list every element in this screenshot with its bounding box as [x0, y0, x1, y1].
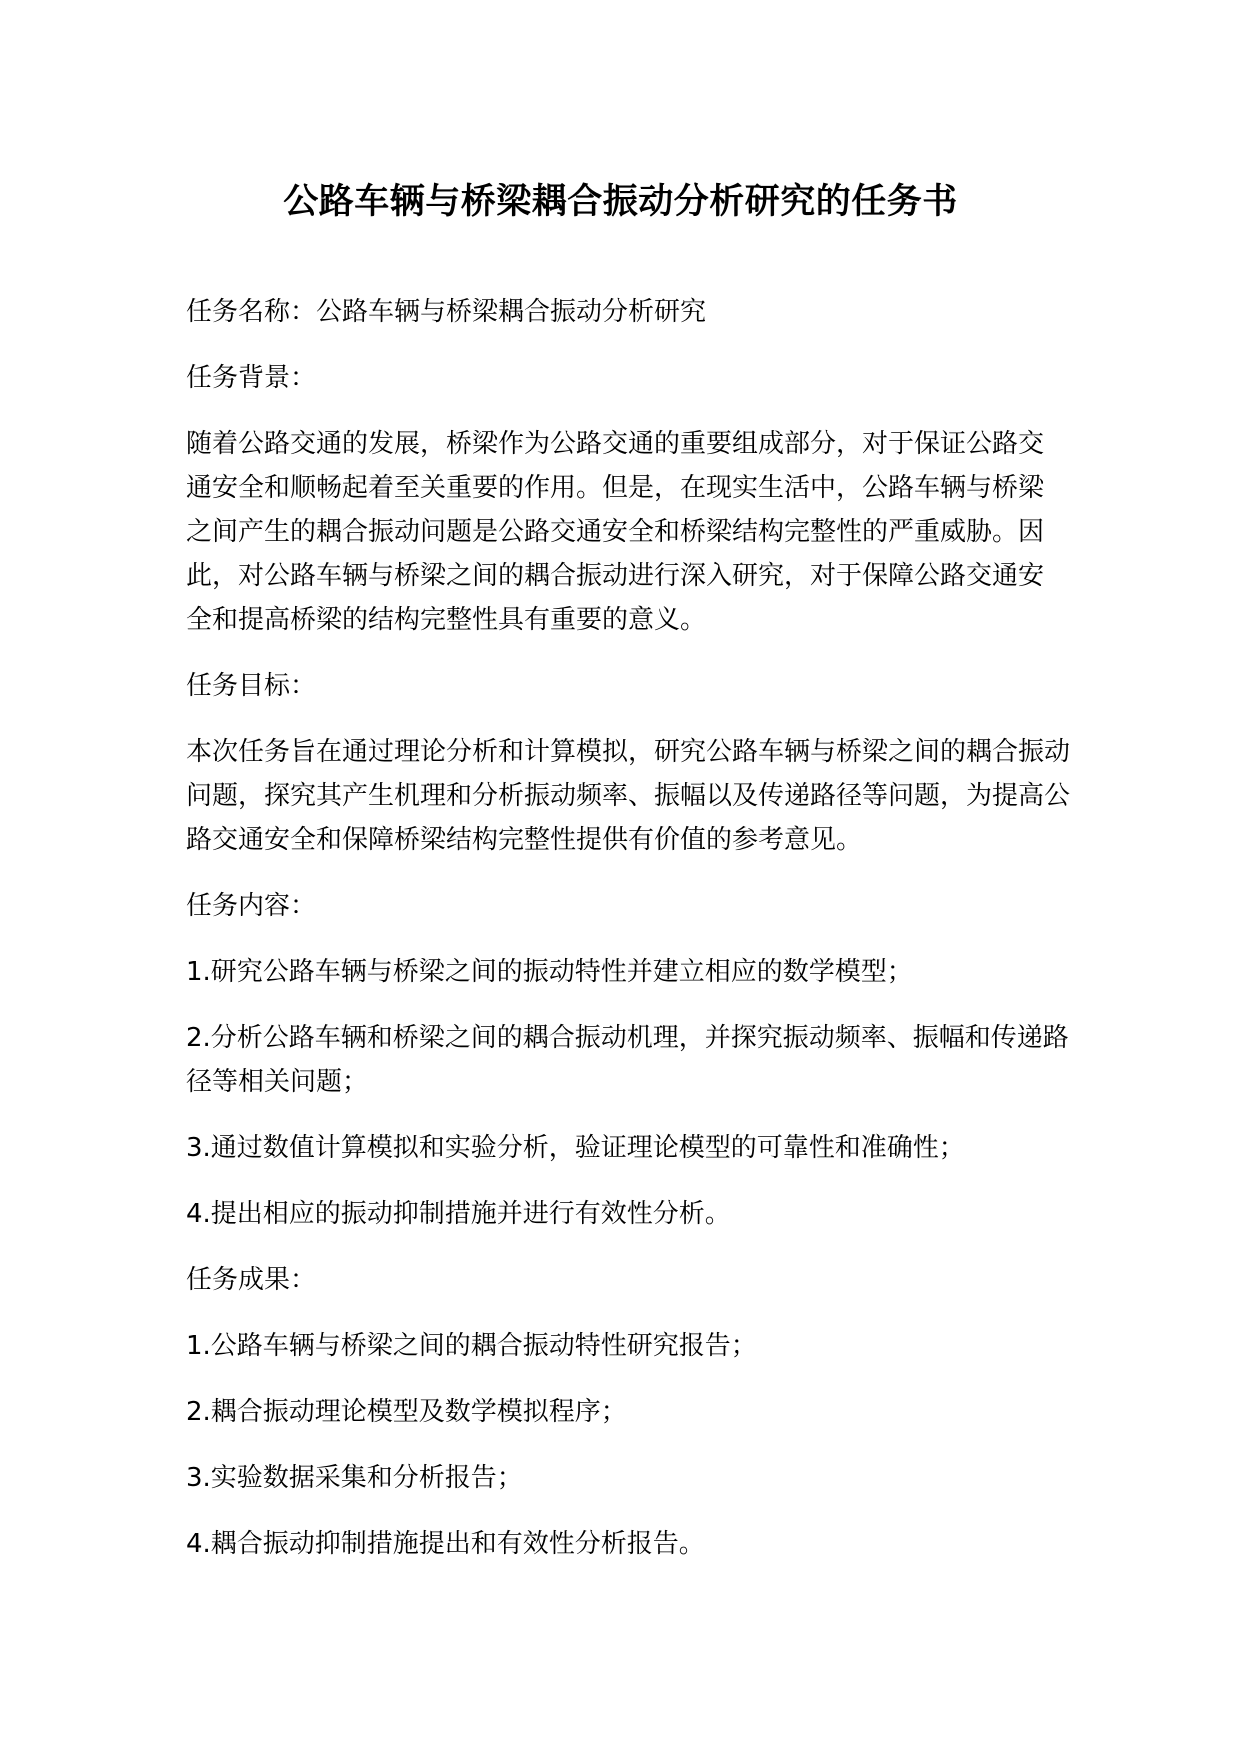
results-heading: 任务成果：	[186, 1265, 317, 1295]
document-body	[186, 290, 1071, 1566]
content-item-2: 2.分析公路车辆和桥梁之间的耦合振动机理，并探究振动频率、振幅和传递路径等相关问题；	[186, 1023, 1069, 1097]
results-item-1: 1.公路车辆与桥梁之间的耦合振动特性研究报告；	[186, 1331, 757, 1361]
content-item-3: 3.通过数值计算模拟和实验分析，验证理论模型的可靠性和准确性；	[186, 1133, 965, 1163]
content-heading: 任务内容：	[186, 891, 317, 921]
document-title: 公路车辆与桥梁耦合振动分析研究的任务书	[283, 182, 958, 222]
goal-paragraph: 本次任务旨在通过理论分析和计算模拟，研究公路车辆与桥梁之间的耦合振动问题，探究其产生机理和分析振动频率、振幅以及传递路径等问题，为提高公路交通安全和保障桥梁结构完整性提供有价值的参考意见。	[186, 737, 1071, 855]
content-item-4: 4.提出相应的振动抑制措施并进行有效性分析。	[186, 1199, 731, 1229]
background-paragraph: 随着公路交通的发展，桥梁作为公路交通的重要组成部分，对于保证公路交通安全和顺畅起着至关重要的作用。但是，在现实生活中，公路车辆与桥梁之间产生的耦合振动问题是公路交通安全和桥梁结构完整性的严重威胁。因此，对公路车辆与桥梁之间的耦合振动进行深入研究，对于保障公路交通安全和提高桥梁的结构完整性具有重要的意义。	[186, 429, 1045, 635]
goal-heading: 任务目标：	[186, 671, 317, 701]
background-heading: 任务背景：	[186, 363, 317, 393]
results-item-3: 3.实验数据采集和分析报告；	[186, 1463, 523, 1493]
content-item-1: 1.研究公路车辆与桥梁之间的振动特性并建立相应的数学模型；	[186, 957, 913, 987]
results-item-2: 2.耦合振动理论模型及数学模拟程序；	[186, 1397, 627, 1427]
results-item-4: 4.耦合振动抑制措施提出和有效性分析报告。	[186, 1529, 705, 1559]
task-name: 任务名称：公路车辆与桥梁耦合振动分析研究	[186, 297, 707, 327]
